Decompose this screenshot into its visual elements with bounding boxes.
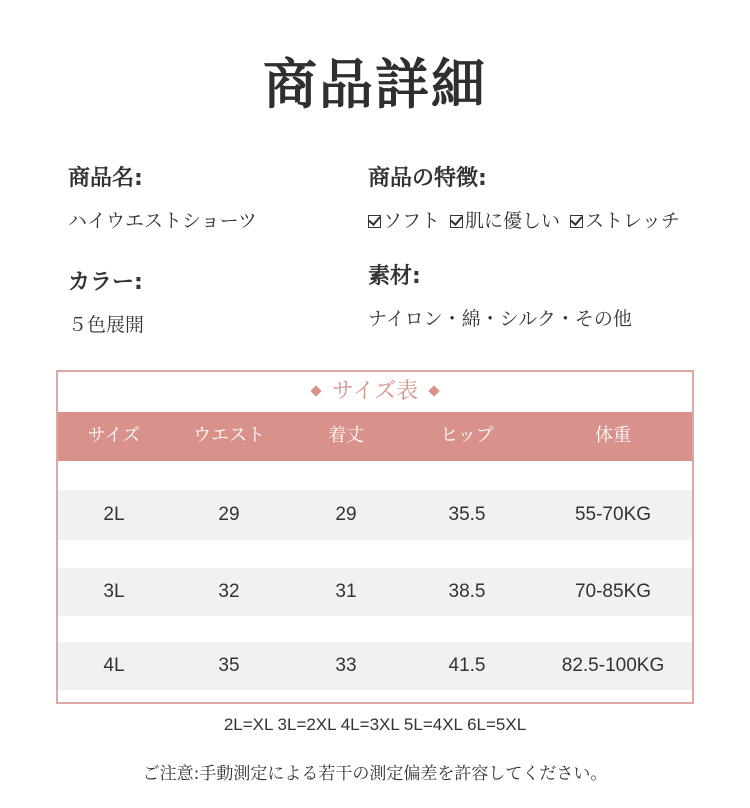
features-label: 商品の特徴: [368,166,487,191]
diamond-icon [310,385,321,396]
size-table-header [58,412,692,461]
cell-weight: 82.5-100KG [561,655,665,676]
header-size: サイズ [87,425,141,446]
color-block [68,268,408,338]
size-table-title: サイズ表 [58,378,692,406]
diamond-icon [428,385,439,396]
cell-waist: 35 [218,655,240,676]
header-waist: ウエスト [193,425,265,446]
cell-hip: 41.5 [448,655,486,676]
checkbox-checked-icon [450,215,463,228]
checkbox-checked-icon [368,215,381,228]
product-name-block [68,164,408,234]
cell-hip: 35.5 [448,504,486,525]
checkbox-checked-icon [570,215,583,228]
table-row [58,642,692,690]
features-list [368,208,728,234]
color-value: ５色展開 [68,314,145,336]
cell-length: 29 [335,504,357,525]
cell-length: 33 [335,655,357,676]
cell-weight: 55-70KG [574,504,652,525]
table-row [58,490,692,540]
product-name-label: 商品名: [68,166,143,191]
header-hip: ヒップ [440,425,494,446]
feature-item: ストレッチ [570,208,680,234]
page-title: 商品詳細 [263,53,487,116]
measurement-note: ご注意:手動測定による若干の測定偏差を許容してください。 [142,764,608,784]
feature-item: ソフト [368,208,440,234]
color-label: カラー: [68,270,143,295]
cell-hip: 38.5 [448,581,486,602]
cell-waist: 29 [218,504,240,525]
size-table [56,370,694,704]
size-conversion: 2L=XL 3L=2XL 4L=3XL 5L=4XL 6L=5XL [223,715,527,734]
cell-length: 31 [335,581,357,602]
cell-waist: 32 [218,581,240,602]
material-block [368,262,708,332]
product-name-value: ハイウエストショーツ [68,210,257,232]
cell-size: 3L [103,581,125,602]
header-length: 着丈 [328,425,364,446]
material-value: ナイロン・綿・シルク・その他 [368,308,632,330]
table-row [58,568,692,616]
material-label: 素材: [368,264,421,289]
feature-item: 肌に優しい [450,208,560,234]
cell-size: 4L [103,655,125,676]
cell-size: 2L [103,504,125,525]
header-weight: 体重 [595,425,631,446]
features-block [368,164,728,234]
cell-weight: 70-85KG [574,581,652,602]
